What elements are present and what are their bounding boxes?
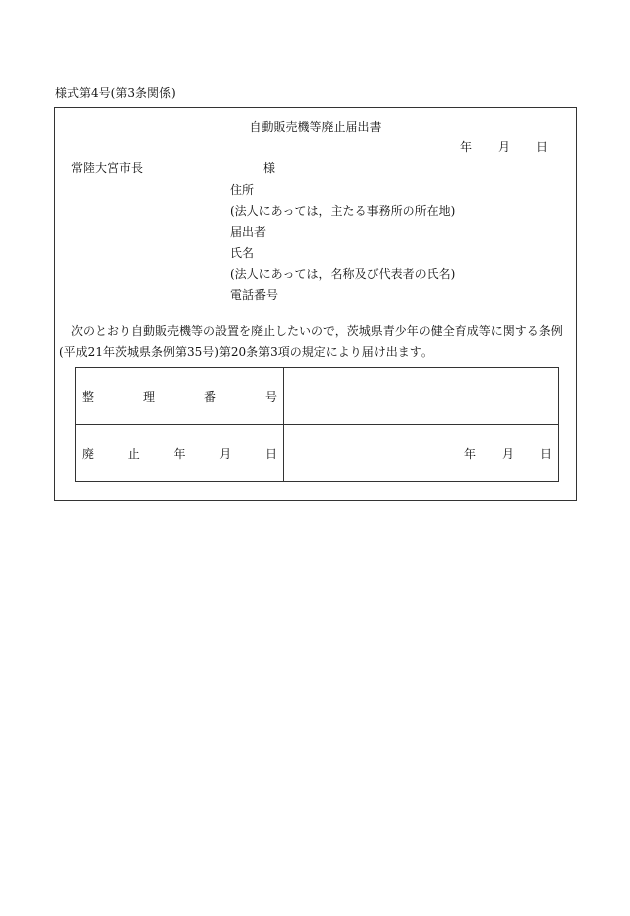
label-char: 理 [142, 389, 155, 404]
label-char: 整 [82, 389, 95, 404]
applicant-line: 氏名 [230, 246, 255, 260]
table-row [76, 368, 559, 425]
abolition-day-label: 日 [539, 446, 552, 461]
label-char: 番 [203, 389, 216, 404]
label-char: 廃 [82, 446, 95, 461]
abolition-month-label: 月 [501, 446, 514, 461]
form-number: 様式第4号(第3条関係) [55, 86, 176, 100]
label-char: 年 [173, 446, 186, 461]
label-char: 月 [219, 446, 232, 461]
submission-date [460, 138, 548, 155]
label-char: 止 [127, 446, 140, 461]
body-text: 次のとおり自動販売機等の設置を廃止したいので，茨城県青少年の健全育成等に関する条例(平成21年茨城県条例第35号)第20条第3項の規定により届け出ます。 [59, 324, 563, 359]
applicant-line: (法人にあっては，主たる事務所の所在地) [230, 204, 456, 218]
applicant-block [230, 180, 455, 306]
label-char: 日 [264, 446, 277, 461]
document-title: 自動販売機等廃止届出書 [249, 120, 382, 134]
label-char: 号 [264, 389, 277, 404]
date-year-label: 年 [459, 140, 472, 154]
honorific: 様 [263, 161, 276, 175]
abolition-date-value[interactable] [284, 425, 559, 482]
reference-number-label [76, 368, 284, 425]
date-month-label: 月 [497, 140, 510, 154]
abolition-year-label: 年 [463, 446, 476, 461]
abolition-date-label [76, 425, 284, 482]
addressee: 常陸大宮市長 [71, 161, 144, 175]
applicant-line: 電話番号 [230, 288, 279, 302]
form-frame [54, 107, 577, 501]
reference-number-value[interactable] [284, 368, 559, 425]
date-day-label: 日 [535, 140, 548, 154]
table-row [76, 425, 559, 482]
info-table [75, 367, 559, 482]
applicant-line: (法人にあっては，名称及び代表者の氏名) [230, 267, 456, 281]
applicant-line: 住所 [230, 183, 255, 197]
applicant-line: 届出者 [230, 225, 267, 239]
